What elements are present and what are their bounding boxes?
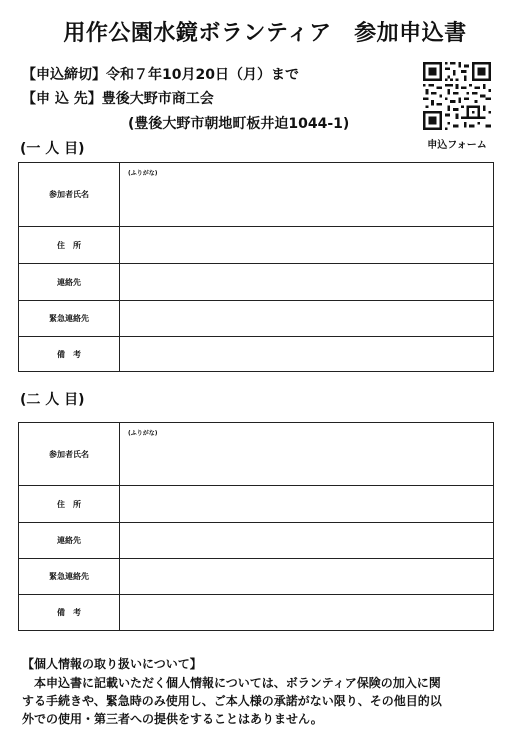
qr-caption: 申込フォーム	[427, 140, 487, 151]
furigana-label: (ふりがな)	[128, 170, 158, 177]
deadline-line	[22, 64, 299, 84]
contact-label: 連絡先	[19, 523, 120, 559]
emergency-contact-field[interactable]	[120, 301, 494, 337]
emergency-contact-label: 緊急連絡先	[19, 301, 120, 337]
deadline-label: 【申込締切】	[22, 67, 106, 83]
page-title: 用作公園水鏡ボランティア 参加申込書	[63, 21, 467, 46]
notes-field[interactable]	[120, 595, 494, 631]
table-row	[19, 523, 494, 559]
address-label: 住 所	[19, 486, 120, 523]
address-label: 住 所	[19, 227, 120, 264]
table-row	[19, 264, 494, 301]
table-row	[19, 559, 494, 595]
furigana-label: (ふりがな)	[128, 430, 158, 437]
address-field[interactable]	[120, 486, 494, 523]
privacy-text-line: 本申込書に記載いただく個人情報については、ボランティア保険の加入に関	[34, 676, 441, 690]
emergency-contact-label: 緊急連絡先	[19, 559, 120, 595]
qr-code-icon[interactable]	[423, 62, 491, 130]
contact-field[interactable]	[120, 264, 494, 301]
destination-line	[22, 88, 214, 108]
emergency-contact-field[interactable]	[120, 559, 494, 595]
person2-form-table	[18, 422, 494, 631]
table-row	[19, 423, 494, 486]
table-row	[19, 595, 494, 631]
destination-label: 【申 込 先】	[22, 91, 102, 107]
deadline-value: 令和７年10月20日（月）まで	[106, 67, 299, 83]
privacy-text-line: 外での使用・第三者への提供をすることはありません。	[22, 712, 323, 726]
notes-label: 備 考	[19, 595, 120, 631]
name-label: 参加者氏名	[19, 163, 120, 227]
notes-label: 備 考	[19, 337, 120, 372]
privacy-notice	[22, 655, 498, 728]
table-row	[19, 486, 494, 523]
contact-label: 連絡先	[19, 264, 120, 301]
address-field[interactable]	[120, 227, 494, 264]
name-field[interactable]	[120, 163, 494, 227]
destination-value: 豊後大野市商工会	[101, 91, 214, 107]
destination-address: (豊後大野市朝地町板井迫1044-1)	[128, 116, 350, 132]
table-row	[19, 301, 494, 337]
person1-form-table	[18, 162, 494, 372]
table-row	[19, 227, 494, 264]
table-row	[19, 163, 494, 227]
contact-field[interactable]	[120, 523, 494, 559]
name-label: 参加者氏名	[19, 423, 120, 486]
privacy-text-line: する手続きや、緊急時のみ使用し、ご本人様の承諾がない限り、その他目的以	[22, 694, 442, 708]
qr-block[interactable]	[418, 62, 496, 151]
privacy-heading: 【個人情報の取り扱いについて】	[22, 657, 202, 671]
notes-field[interactable]	[120, 337, 494, 372]
table-row	[19, 337, 494, 372]
section-label-person1: (一 人 目)	[20, 141, 85, 157]
name-field[interactable]	[120, 423, 494, 486]
section-label-person2: (二 人 目)	[20, 392, 85, 408]
